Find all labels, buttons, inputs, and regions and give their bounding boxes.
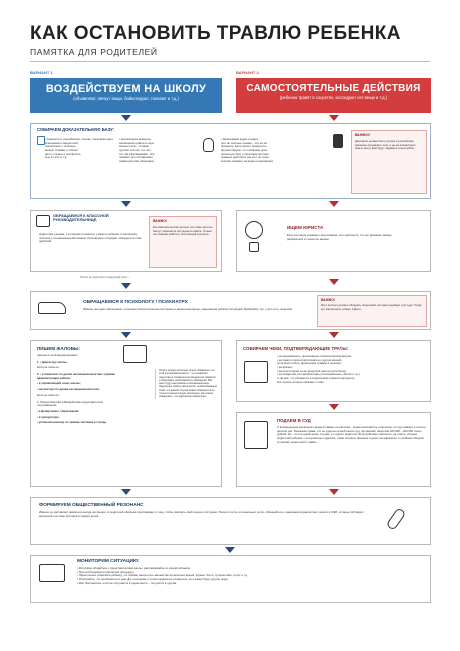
court-section bbox=[236, 412, 431, 487]
arrow-icon bbox=[329, 115, 339, 121]
arrow-icon bbox=[329, 404, 339, 410]
variant1-banner bbox=[30, 78, 222, 113]
arrow-icon bbox=[121, 332, 131, 338]
psychologist-section bbox=[30, 291, 431, 330]
public-section bbox=[30, 497, 431, 545]
receipt-icon bbox=[244, 361, 268, 383]
arrow-icon bbox=[329, 279, 339, 285]
variant2-subtitle: (ребенка травят в соцсетях, исследуют его вещи и т.д.) bbox=[279, 94, 388, 100]
court-icon bbox=[244, 421, 268, 449]
public-text: Именно он заставляет двигаться иногда инстанции. А родителей обидчика подталкивает к тому, чтобы повлиять свой подход к ситуации. Пишите посты в социальных сетях, обращайтесь к знакомым журналистам, пишите в СМИ, которые публикуют материалы на темы буллинга и правил детей. bbox=[39, 510, 364, 518]
arrow-icon bbox=[121, 283, 131, 289]
title-divider bbox=[30, 61, 430, 62]
couch-icon bbox=[38, 302, 66, 314]
class-leader-text: родителям ученика, с которыми сложности у вашего ребенка, и школьному психологу, социальным работникам. Проговорите ситуацию. Определите план действий bbox=[39, 232, 142, 244]
monitor-icon bbox=[39, 564, 65, 582]
complaints-text: (именно в этой формулировке) 1. • Директору школы. Если не помогло: 2. • в комиссию по делам несовершеннолетних управы/администрации района; • в управляющий совет школы; • инспектору по делам несовершеннолетних. Если не помогло: 3. Пишем Жалобы в Вездействие представителей госуправления: • в Департамент образования; • в прокуратуру; • уполномоченному по правам человека в городе. bbox=[37, 353, 115, 425]
psychologist-text: Именно они дают заключение о текущем психологическом состоянии и моральном вреде, нанесенном ребенку ситуацией. Выбирайте тех, у кого есть лицензия. bbox=[83, 307, 293, 311]
microphone-icon bbox=[386, 507, 407, 531]
pen-paper-icon bbox=[123, 345, 147, 363]
microphone-icon bbox=[203, 138, 214, 152]
arrow-icon bbox=[329, 489, 339, 495]
page-subtitle: ПАМЯТКА ДЛЯ РОДИТЕЛЕЙ bbox=[30, 47, 158, 57]
psychologist-title: ОБРАЩАЕМСЯ К ПСИХОЛОГУ / ПСИХИАТРУ. bbox=[83, 300, 189, 305]
lawyer-text: Если ситуация сложная и агрессивная, или чувствуете, что нет времени самому разбираться в тонкостях закона. bbox=[287, 233, 392, 241]
evidence-title: СОБИРАЕМ ДОКАЗАТЕЛЬНУЮ БАЗУ: bbox=[37, 127, 114, 132]
variant1-label: ВАРИАНТ 1. bbox=[30, 70, 54, 75]
variant1-title: ВОЗДЕЙСТВУЕМ НА ШКОЛУ bbox=[45, 83, 207, 95]
evidence-col3: • Записываем аудио и видео (это не частные съемки – это не за- прещено). Если просят прекратить, аргументируем, что собираем дока- зательную базу и просоным противо- правных действиях (на этот не слиш- ком вас снимают на видео и магазинах). bbox=[221, 138, 333, 164]
arrow-icon bbox=[329, 201, 339, 207]
receipts-list: • на медикаменты, прописанные психологом/психиатром; • на самого психолога/психиатра и другие врачей, если были побои, физические травмы и лечение; • на врачеа; • на репетиторов из-за пропусков школы (если было); • на лекарства, на приобретение (потенциальные убытки и т.д.) и так всё, что убираются в социальном плане/по интернету; все прочие которые связаны с этим. bbox=[277, 355, 427, 385]
lawyer-section bbox=[236, 210, 431, 272]
evidence-col2: • Анализируем аккаунты зачинщиков травли в соци- альных сетях – в каких группах состоят, что пос- тят, как разговаривают. Это поможет при составлении характеристики обидчиков. bbox=[119, 138, 197, 164]
class-leader-important: ВАЖНО! Без вмешательства третьих сил сами дети не смогут разрешить ситуацию в классе. Только постоянная работа и постоянный контроль. bbox=[149, 216, 217, 268]
class-leader-title: ОБРАЩАЕМСЯ К КЛАССНОЙ РУКОВОДИТЕЛЬНИЦЕ, bbox=[53, 213, 109, 223]
arrow-icon bbox=[225, 547, 235, 553]
lawyer-icon bbox=[245, 221, 263, 239]
evidence-col1: • Скриншоты, оскорбления, ссылки, переписки одно- классников и свидетелей; заключения о телесных вещей, справки о побоях; фото угловых и портфолио, кощ в гугле и т.д. bbox=[45, 138, 115, 160]
court-title: ПОДАЕМ В СУД bbox=[277, 418, 311, 423]
arrow-icon bbox=[329, 332, 339, 338]
check-icon bbox=[37, 136, 45, 145]
court-text: С возмещением морального вреда (главное не наличие – можно выставлять и миллион, но суд снижает в сотни и десятки раз. Реальная сумма, что не суда на летней школе суд, поставляют напротив 100 000 – 200 000 тысяч рублей. Не – это по единичному случаю, и с одного родителя. Если действие повторять, да участь, сколько родителей ребенка, с которыми вы судились, такие потратят времени и денег на адвокатов, то ребёнок-обидчик остановит родителей в травле. bbox=[277, 425, 426, 444]
arrow-icon bbox=[121, 489, 131, 495]
complaints-title: ПИШЕМ ЖАЛОБЫ: bbox=[37, 346, 81, 351]
receipts-section bbox=[236, 340, 431, 402]
lawyer-title: ИЩЕМ ЮРИСТА bbox=[287, 225, 324, 230]
monitoring-section bbox=[30, 555, 431, 603]
page-title: КАК ОСТАНОВИТЬ ТРАВЛЮ РЕБЕНКА bbox=[30, 23, 401, 44]
receipts-title: СОБИРАЕМ ЧЕКИ, ПОДТВЕРЖДАЮЩИЕ ТРАТЫ: bbox=[243, 346, 349, 351]
variant2-title: САМОСТОЯТЕЛЬНЫЕ ДЕЙСТВИЯ bbox=[246, 83, 421, 94]
monitoring-list: • Регулярно общайтесь с представителями школы, разговаривайте со своим ребенком. • При необходимости повторяем процедуру. • Параллельно помогайте ребенку, что помимо школы есть множество интересных вещей: кружки, блоги, путешествия, спорт и т.д. • Объясняйте, что проблема не в нем. Да, отношение с этими людьми не сложилось, но в жизни будут другие люди. • Мир безграничен, если не получается в одном месте – получится в другом. bbox=[77, 567, 427, 585]
arrow-icon bbox=[121, 201, 131, 207]
variant2-banner bbox=[236, 78, 431, 113]
psychologist-important: ВАЖНО! Этот эксперт должен обладать лицензией, которая подойдет для суда. Тогда его заключение пойдет в Дело. bbox=[317, 295, 427, 327]
complaints-section bbox=[30, 340, 222, 487]
complaints-side-note: Писать предпочтительно только «Нажмите» и в этой последовательности – это позволяет подготовить основательно юридически грамотно и обосновать необходимость обращения. Все шаги будут выполнены в письменном виде. Нарушение любого шага влечёт необоснованный отказ, и в данном случае можно обращаться не только в вышестоящую инстанцию, как только обнаружите, что нарушения закреплены. bbox=[155, 369, 217, 399]
variant1-subtitle: (объявляют, пичкут вещи, бойкотируют, толкают и т.д.) bbox=[73, 95, 179, 101]
recorder-icon bbox=[333, 134, 343, 148]
variant2-label: ВАРИАНТ 2. bbox=[236, 70, 260, 75]
scales-icon bbox=[249, 242, 259, 252]
not-helped-note: Ничего не помогло/не Следующий пункт – bbox=[80, 276, 130, 279]
class-leader-section bbox=[30, 210, 222, 272]
arrow-icon bbox=[121, 115, 131, 121]
public-title: ФОРМИРУЕМ ОБЩЕСТВЕННЫЙ РЕЗОНАНС bbox=[39, 503, 144, 508]
evidence-section bbox=[30, 123, 431, 199]
monitoring-title: МОНИТОРИМ СИТУАЦИЮ: bbox=[77, 559, 140, 564]
evidence-important: ВАЖНО!! Диктофон должен быть куплен в российском магазине (сохраните чек), и не на алиэкспресс. Иначе могут вам будут задавать спецслужбы. bbox=[351, 130, 427, 194]
